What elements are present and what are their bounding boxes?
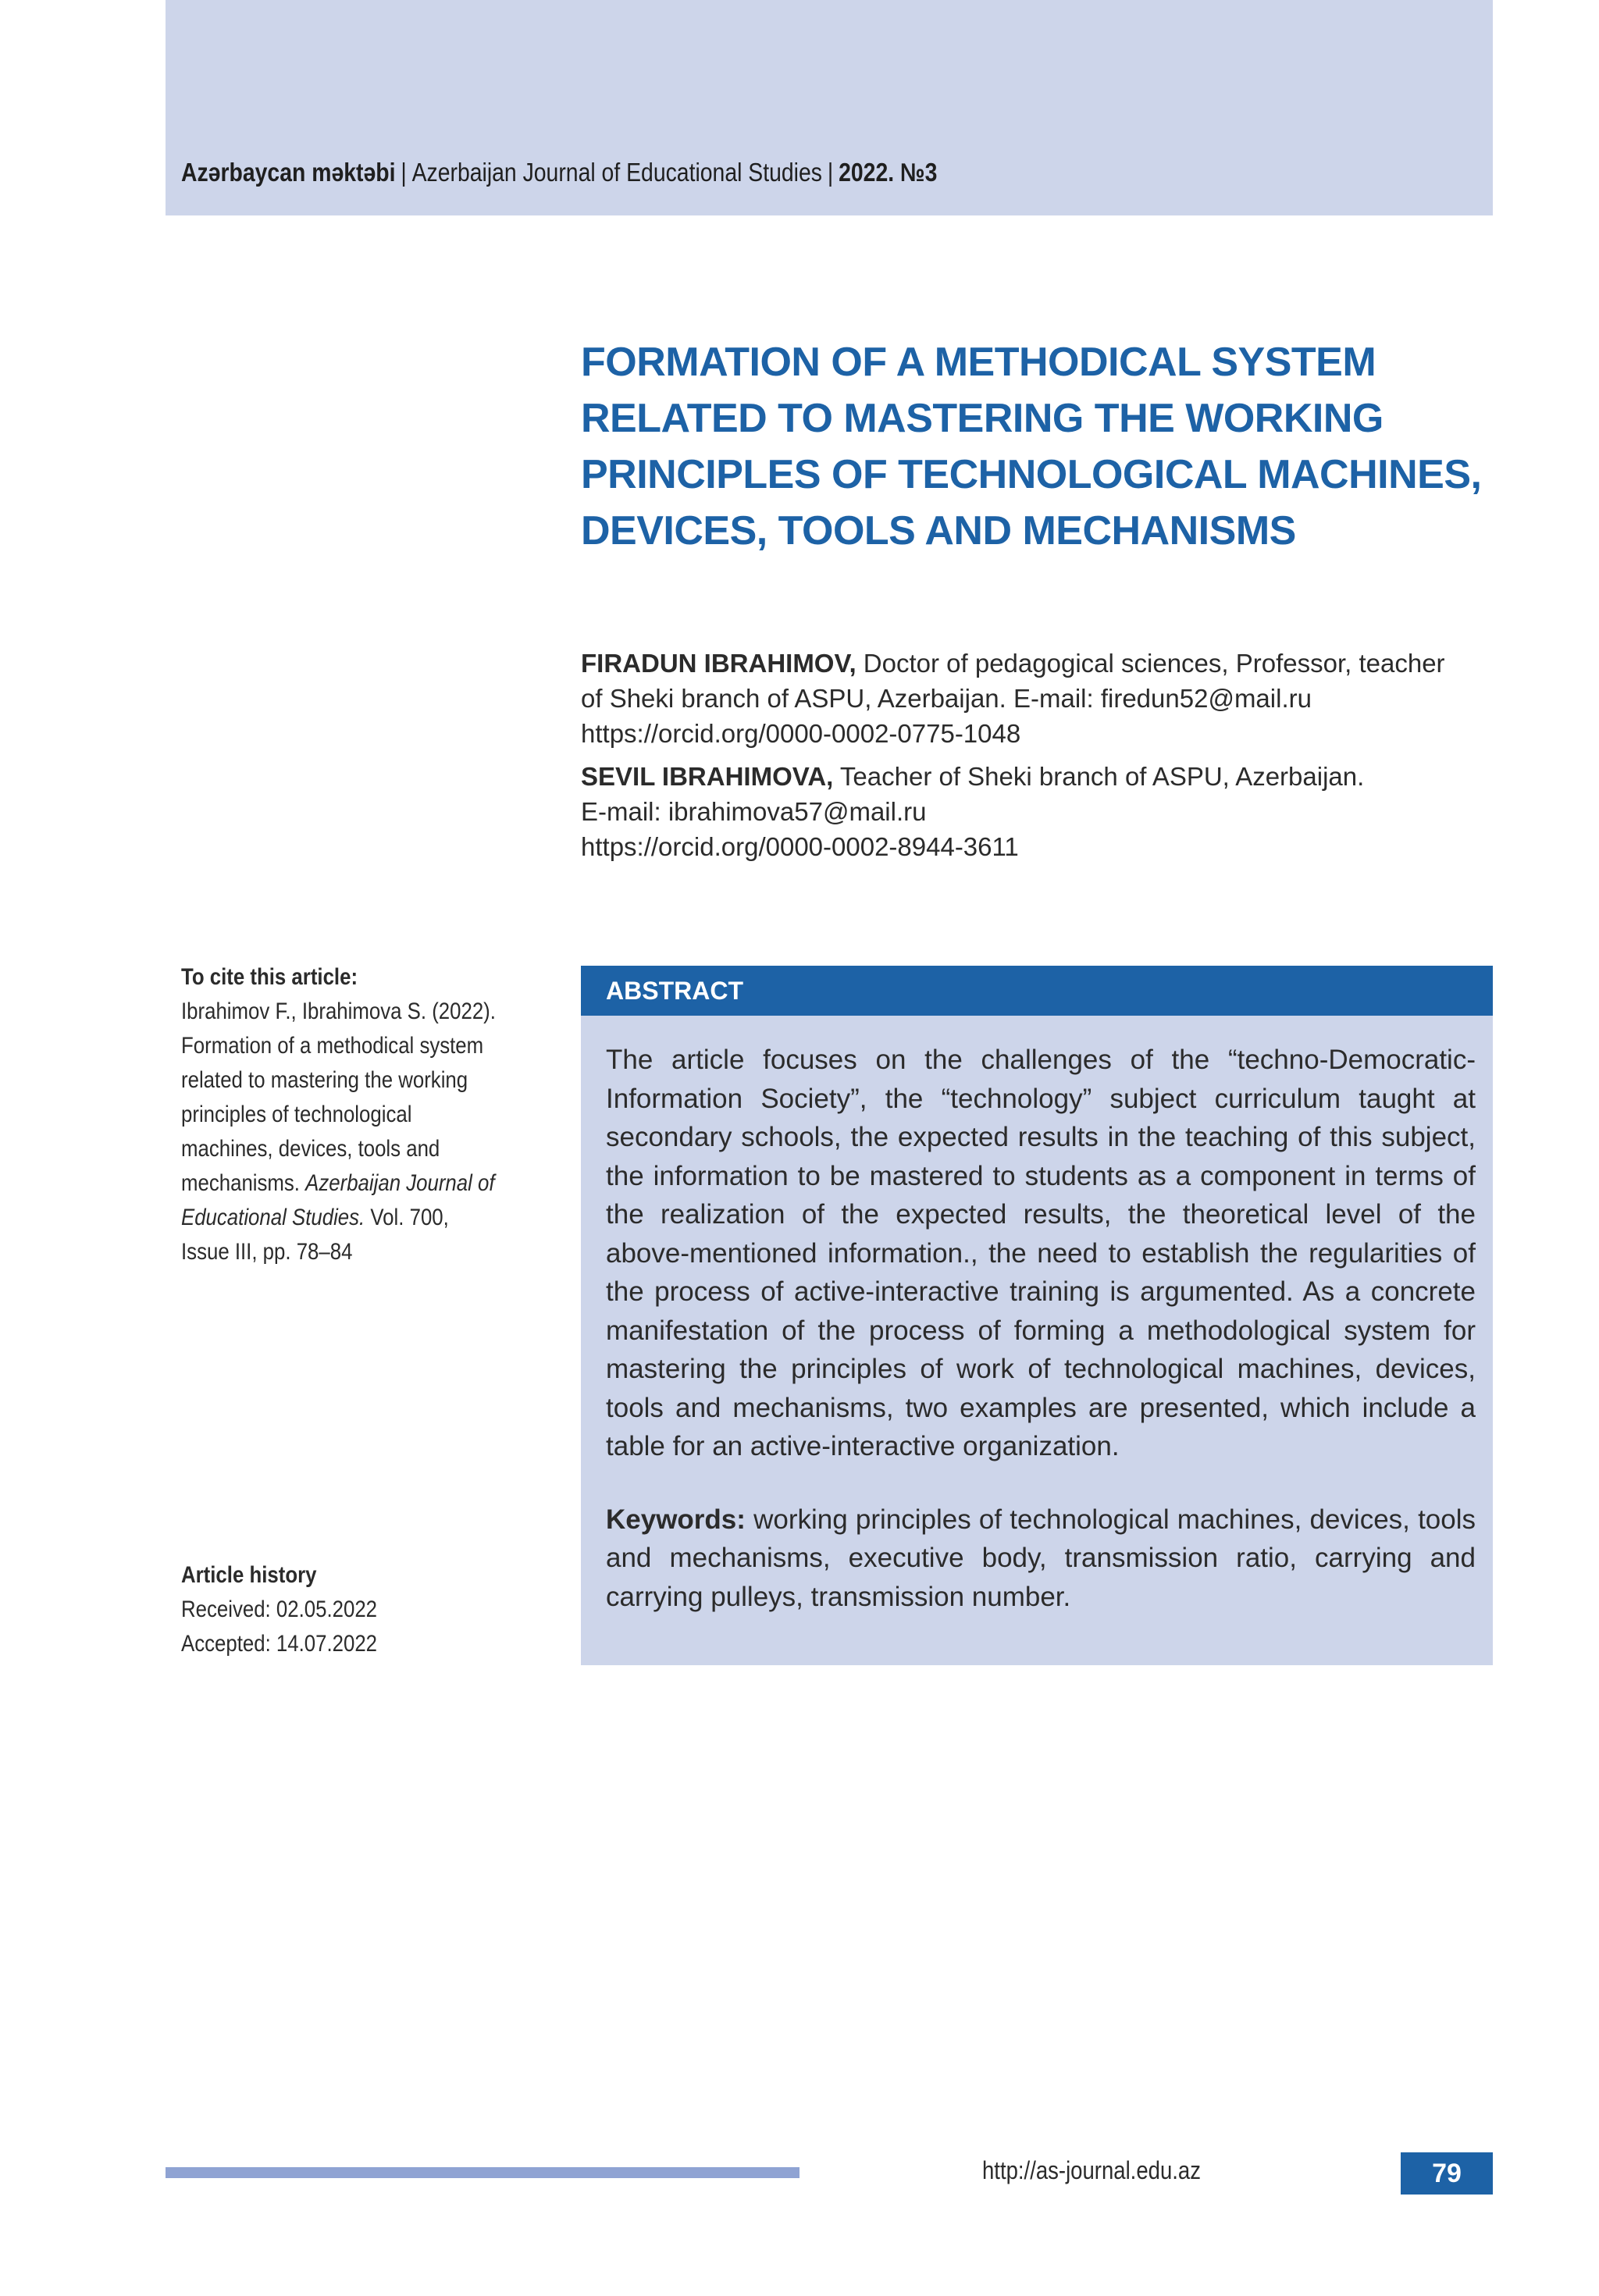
article-history [181, 1558, 540, 1661]
title-line: RELATED TO MASTERING THE WORKING [581, 396, 1384, 441]
citation-journal: Educational Studies. [181, 1205, 365, 1230]
received-date: Received: 02.05.2022 [181, 1597, 378, 1622]
citation-line: related to mastering the working [181, 1067, 468, 1093]
author-2 [581, 759, 1494, 864]
keywords-text: working principles of technological machines, devices, tools and mechanisms, executive body, transmission ratio, carrying and carrying pulleys, transmission number. [606, 1504, 1476, 1612]
accepted-date: Accepted: 14.07.2022 [181, 1631, 378, 1657]
abstract-text: The article focuses on the challenges of the “techno-Democratic-Information Society”, the “technology” subject curriculum taught at secondary schools, the expected results in the teaching of this subject, the information to be mastered to students as a component in terms of the realization of the expected results, the theoretical level of the above-mentioned information., the need to establish the regularities of the process of active-interactive training is argumented. As a concrete manifestation of the process of forming a methodological system for mastering the principles of work of technological machines, devices, tools and mechanisms, two examples are presented, which include a table for an active-interactive organization. [606, 1045, 1476, 1461]
citation-heading: To cite this article: [181, 964, 358, 990]
journal-name-en: Azerbaijan Journal of Educational Studies [411, 158, 822, 187]
journal-issue: 2022. №3 [839, 158, 938, 187]
footer-bar [166, 2167, 800, 2178]
header-separator: | [827, 158, 834, 187]
author-affiliation: Doctor of pedagogical sciences, Professor, teacher [856, 649, 1445, 678]
running-header [181, 158, 937, 187]
author-email: E-mail: ibrahimova57@mail.ru [581, 797, 927, 826]
title-line: PRINCIPLES OF TECHNOLOGICAL MACHINES, [581, 452, 1482, 497]
citation-line: Vol. 700, [365, 1205, 449, 1230]
abstract-heading: ABSTRACT [581, 966, 1493, 1016]
author-affiliation: Teacher of Sheki branch of ASPU, Azerbaijan. [833, 762, 1365, 791]
authors-section [581, 646, 1494, 872]
author-1 [581, 646, 1494, 751]
title-line: FORMATION OF A METHODICAL SYSTEM [581, 340, 1376, 385]
citation-line: principles of technological [181, 1102, 412, 1127]
author-affiliation: of Sheki branch of ASPU, Azerbaijan. E-mail: firedun52@mail.ru [581, 684, 1312, 713]
citation-line: Ibrahimov F., Ibrahimova S. (2022). [181, 998, 496, 1024]
abstract-box [581, 966, 1493, 1665]
header-separator: | [401, 158, 407, 187]
title-line: DEVICES, TOOLS AND MECHANISMS [581, 508, 1296, 554]
keywords [581, 1500, 1493, 1617]
page-number: 79 [1401, 2152, 1493, 2195]
footer-url-link[interactable]: http://as-journal.edu.az [982, 2156, 1201, 2184]
keywords-label: Keywords: [606, 1504, 746, 1535]
journal-name-az: Azərbaycan məktəbi [181, 158, 396, 187]
citation-line: machines, devices, tools and [181, 1136, 440, 1162]
author-name: SEVIL IBRAHIMOVA, [581, 762, 834, 791]
author-name: FIRADUN IBRAHIMOV, [581, 649, 856, 678]
citation-sidebar [181, 960, 540, 1269]
citation-line: Issue III, pp. 78–84 [181, 1239, 353, 1265]
citation-line: Formation of a methodical system [181, 1033, 484, 1059]
citation-journal: Azerbaijan Journal of [305, 1170, 495, 1196]
history-heading: Article history [181, 1562, 317, 1588]
citation-line: mechanisms. [181, 1170, 306, 1196]
article-title [581, 334, 1502, 559]
author-orcid-link[interactable]: https://orcid.org/0000-0002-0775-1048 [581, 719, 1021, 748]
author-orcid-link[interactable]: https://orcid.org/0000-0002-8944-3611 [581, 832, 1019, 861]
